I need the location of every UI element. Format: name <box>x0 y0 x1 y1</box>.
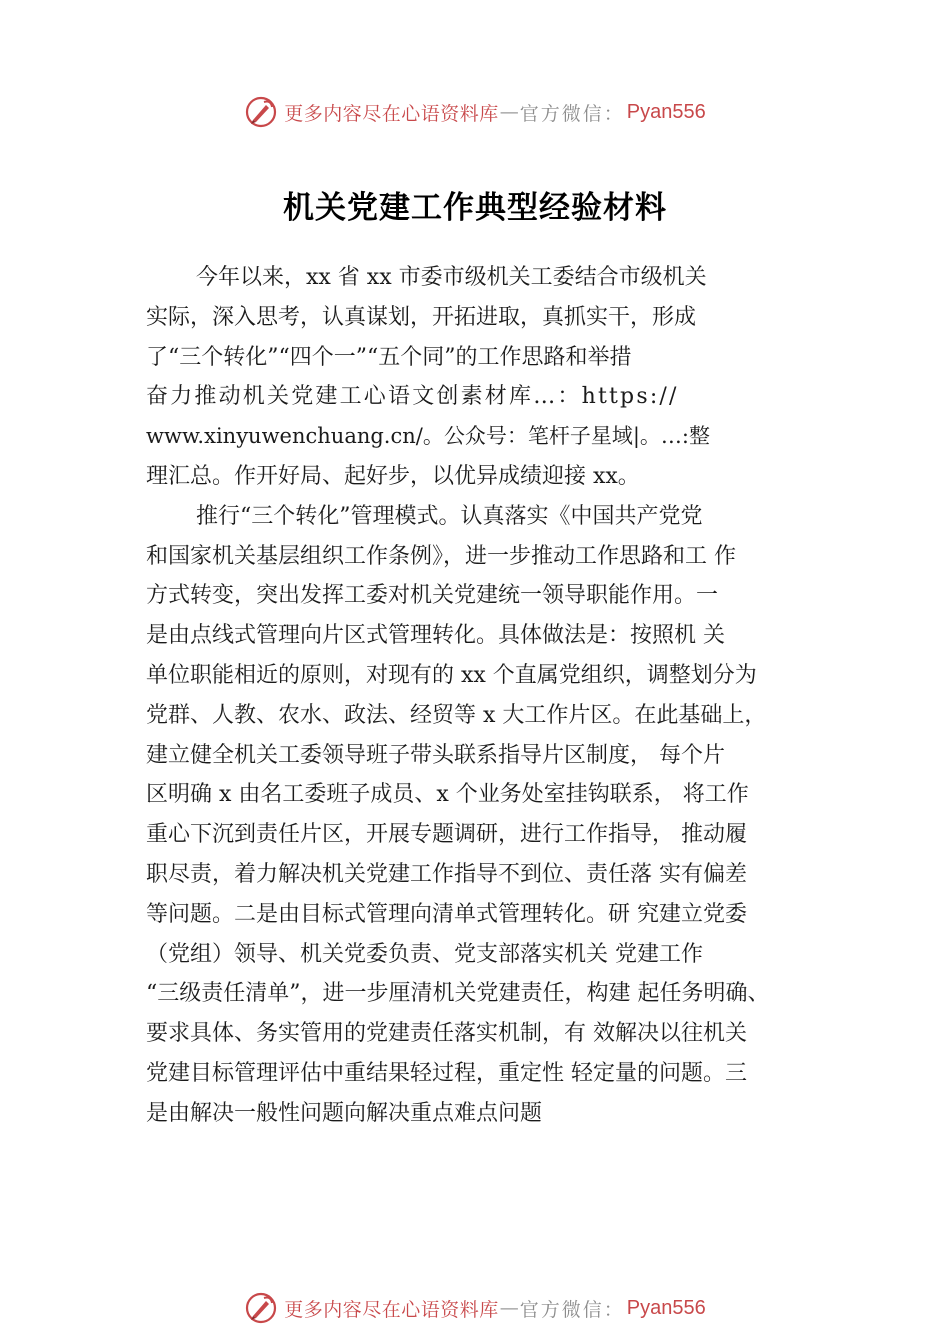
text-line: 单位职能相近的原则，对现有的 xx 个直属党组织，调整划分为 <box>146 662 757 688</box>
banner-library-text: 更多内容尽在心语资料库 <box>284 102 499 125</box>
text-line: 推行“三个转化”管理模式。认真落实《中国共产党党 <box>196 503 703 529</box>
banner-dash: — <box>499 101 519 123</box>
text-line: 奋力推动机关党建工心语文创素材库…：https:// <box>146 384 679 410</box>
banner-library-text: 更多内容尽在心语资料库 <box>284 1298 499 1321</box>
text-line: 是由点线式管理向片区式管理转化。具体做法是：按照机 关 <box>146 623 725 649</box>
text-line: 等问题。二是由目标式管理向清单式管理转化。研 究建立党委 <box>146 901 747 927</box>
text-line: （党组）领导、机关党委负责、党支部落实机关 党建工作 <box>146 941 703 967</box>
text-line: 重心下沉到责任片区，开展专题调研，进行工作指导， 推动履 <box>146 822 747 848</box>
footer-banner <box>0 1288 950 1328</box>
text-line: 党建目标管理评估中重结果轻过程，重定性 轻定量的问题。三 <box>146 1060 747 1086</box>
text-line: www.xinyuwenchuang.cn/。公众号：笔杆子星域|。…:整 <box>146 424 710 449</box>
banner-wechat-id: Pyan556 <box>626 100 706 123</box>
text-line: 今年以来，xx 省 xx 市委市级机关工委结合市级机关 <box>196 265 707 290</box>
text-line: 了“三个转化”“四个一”“五个同”的工作思路和举措 <box>146 344 632 370</box>
banner-dash: — <box>499 1297 519 1319</box>
text-line: 党群、人教、农水、政法、经贸等 x 大工作片区。在此基础上， <box>146 702 767 728</box>
document-body <box>146 258 846 1134</box>
pen-logo-icon <box>244 95 278 129</box>
text-line: 区明确 x 由名工委班子成员、x 个业务处室挂钩联系， 将工作 <box>146 782 749 808</box>
text-line: “三级责任清单”，进一步厘清机关党建责任，构建 起任务明确、 <box>146 981 770 1007</box>
header-banner <box>0 92 950 132</box>
document-title: 机关党建工作典型经验材料 <box>283 190 667 226</box>
text-line: 建立健全机关工委领导班子带头联系指导片区制度， 每个片 <box>146 742 725 768</box>
text-line: 是由解决一般性问题向解决重点难点问题 <box>146 1100 543 1126</box>
banner-wechat-label: 官方微信： <box>519 1298 625 1321</box>
text-line: 理汇总。作开好局、起好步，以优异成绩迎接 xx。 <box>146 463 640 489</box>
banner-wechat-label: 官方微信： <box>519 102 625 125</box>
text-line: 和国家机关基层组织工作条例》，进一步推动工作思路和工 作 <box>146 543 736 569</box>
pen-logo-icon <box>244 1291 278 1325</box>
banner-wechat-id: Pyan556 <box>626 1296 706 1319</box>
text-line: 方式转变，突出发挥工委对机关党建统一领导职能作用。一 <box>146 583 719 609</box>
paragraph-intro <box>146 258 846 497</box>
text-line: 要求具体、务实管用的党建责任落实机制，有 效解决以往机关 <box>146 1021 747 1047</box>
text-line: 实际，深入思考，认真谋划，开拓进取，真抓实干，形成 <box>146 304 697 330</box>
text-line: 职尽责，着力解决机关党建工作指导不到位、责任落 实有偏差 <box>146 861 747 887</box>
paragraph-three-transformations <box>146 497 846 1134</box>
